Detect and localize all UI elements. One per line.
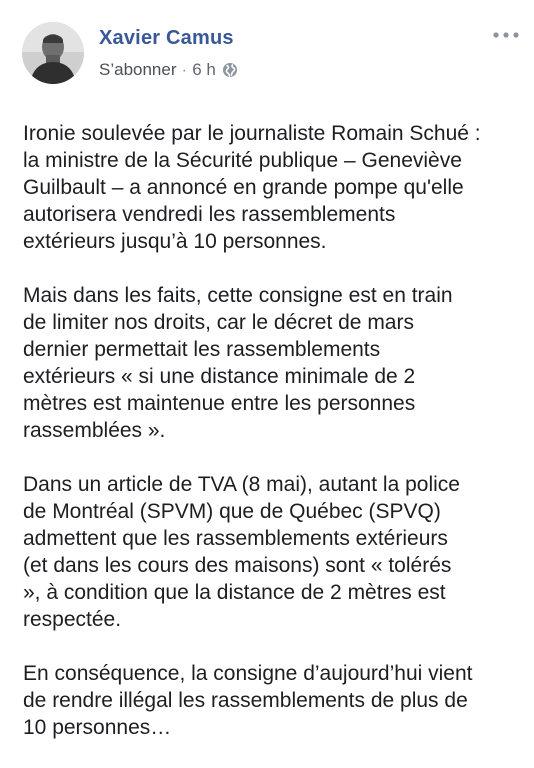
post-meta [99, 60, 238, 80]
post-header [22, 22, 522, 84]
post-paragraph: Mais dans les faits, cette consigne est en train de limiter nos droits, car le décret de mars dernier permettait les rassemblements extérieurs « si une distance minimale de 2 mètres est maintenue entre les personnes rassemblées ». [23, 284, 453, 442]
post-paragraph: Ironie soulevée par le journaliste Romain Schué : la ministre de la Sécurité publique – Geneviève Guilbault – a annoncé en grande pompe qu'elle autorisera vendredi les rassemblements extérieurs jusqu’à 10 personnes. [23, 122, 481, 253]
author-avatar[interactable] [22, 22, 84, 84]
subscribe-link[interactable]: S’abonner [99, 60, 177, 79]
globe-icon[interactable] [222, 62, 238, 78]
post-paragraph: En conséquence, la consigne d’aujourd’hui vient de rendre illégal les rassemblements de plus de 10 personnes… [23, 662, 473, 739]
post-paragraph: Dans un article de TVA (8 mai), autant la police de Montréal (SPVM) que de Québec (SPVQ) admettent que les rassemblements extérieurs (et dans les cours des maisons) sont « tolérés », à condition que la distance de 2 mètres est respectée. [23, 473, 460, 631]
meta-separator: · [181, 60, 188, 79]
post-content [23, 120, 521, 768]
post-timestamp[interactable]: 6 h [192, 60, 216, 79]
avatar-photo [22, 22, 84, 84]
more-options-icon[interactable] [492, 28, 520, 42]
author-name-link[interactable]: Xavier Camus [99, 27, 234, 49]
